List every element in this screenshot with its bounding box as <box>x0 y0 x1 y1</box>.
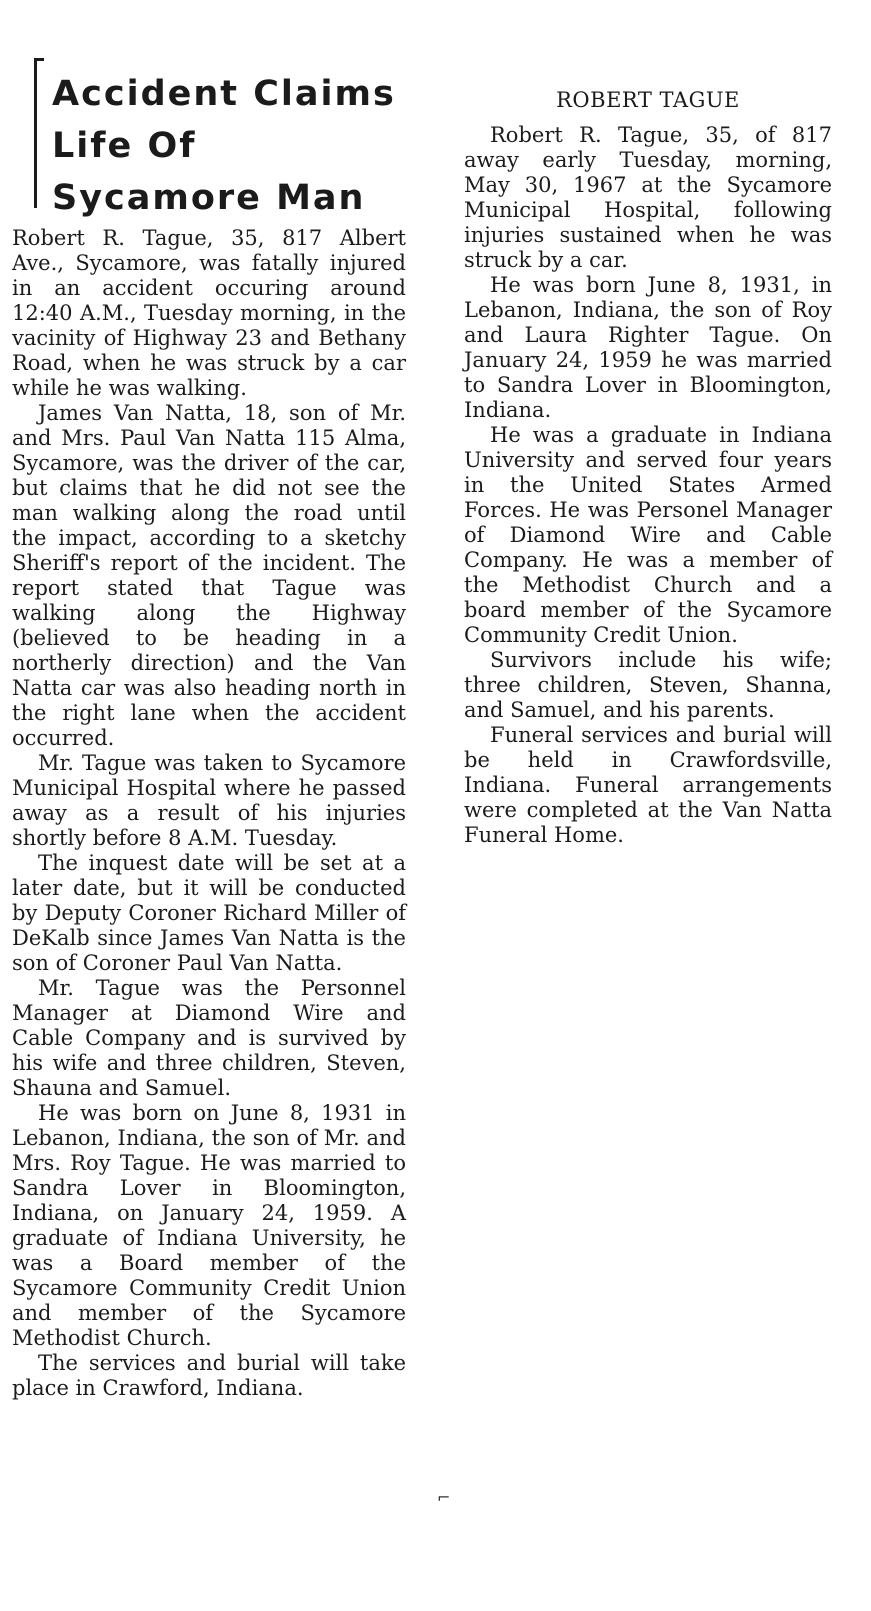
headline-line-2: Life Of <box>52 126 197 166</box>
scan-speck: ⌐ <box>437 1488 451 1507</box>
right-paragraph-5: Funeral services and burial will be held in Crawfordsville, Indiana. Funeral arrangements were completed at the Van Natta Funeral Home. <box>464 723 832 847</box>
left-paragraph-4: The inquest date will be set at a later date, but it will be conducted by Deputy Coroner Richard Miller of DeKalb since James Van Natta is the son of Coroner Paul Van Natta. <box>12 851 406 975</box>
headline-line-3: Sycamore Man <box>52 178 366 218</box>
left-paragraph-2: James Van Natta, 18, son of Mr. and Mrs. Paul Van Natta 115 Alma, Sycamore, was the driver of the car, but claims that he did not see the man walking along the road until the impact, according to a sketchy Sheriff's report of the incident. The report stated that Tague was walking along the Highway (believed to be heading in a northerly direction) and the Van Natta car was also heading north in the right lane when the accident occurred. <box>12 401 406 750</box>
right-article-title: ROBERT TAGUE <box>556 88 740 112</box>
left-paragraph-7: The services and burial will take place in Crawford, Indiana. <box>12 1351 406 1400</box>
right-paragraph-3: He was a graduate in Indiana University and served four years in the United States Armed Forces. He was Personel Manager of Diamond Wire and Cable Company. He was a member of the Methodist Church and a board member of the Sycamore Community Credit Union. <box>464 423 832 647</box>
right-paragraph-1: Robert R. Tague, 35, of 817 away early Tuesday, morning, May 30, 1967 at the Sycamore Municipal Hospital, following injuries sustained when he was struck by a car. <box>464 123 832 272</box>
right-article-body <box>464 88 832 848</box>
headline <box>52 68 412 224</box>
left-paragraph-6: He was born on June 8, 1931 in Lebanon, Indiana, the son of Mr. and Mrs. Roy Tague. He was married to Sandra Lover in Bloomington, Indiana, on January 24, 1959. A graduate of Indiana University, he was a Board member of the Sycamore Community Credit Union and member of the Sycamore Methodist Church. <box>12 1101 406 1350</box>
left-paragraph-1: Robert R. Tague, 35, 817 Albert Ave., Sycamore, was fatally injured in an accident occuring around 12:40 A.M., Tuesday morning, in the vacinity of Highway 23 and Bethany Road, when he was struck by a car while he was walking. <box>12 226 406 400</box>
right-paragraph-2: He was born June 8, 1931, in Lebanon, Indiana, the son of Roy and Laura Righter Tague. On January 24, 1959 he was married to Sandra Lover in Bloomington, Indiana. <box>464 273 832 422</box>
right-paragraph-4: Survivors include his wife; three children, Steven, Shanna, and Samuel, and his parents. <box>464 648 832 722</box>
left-article-body <box>12 226 406 1401</box>
headline-line-1: Accident Claims <box>52 74 396 114</box>
left-paragraph-3: Mr. Tague was taken to Sycamore Municipal Hospital where he passed away as a result of his injuries shortly before 8 A.M. Tuesday. <box>12 751 406 850</box>
headline-rule <box>34 58 37 208</box>
left-paragraph-5: Mr. Tague was the Personnel Manager at Diamond Wire and Cable Company and is survived by his wife and three children, Steven, Shauna and Samuel. <box>12 976 406 1100</box>
